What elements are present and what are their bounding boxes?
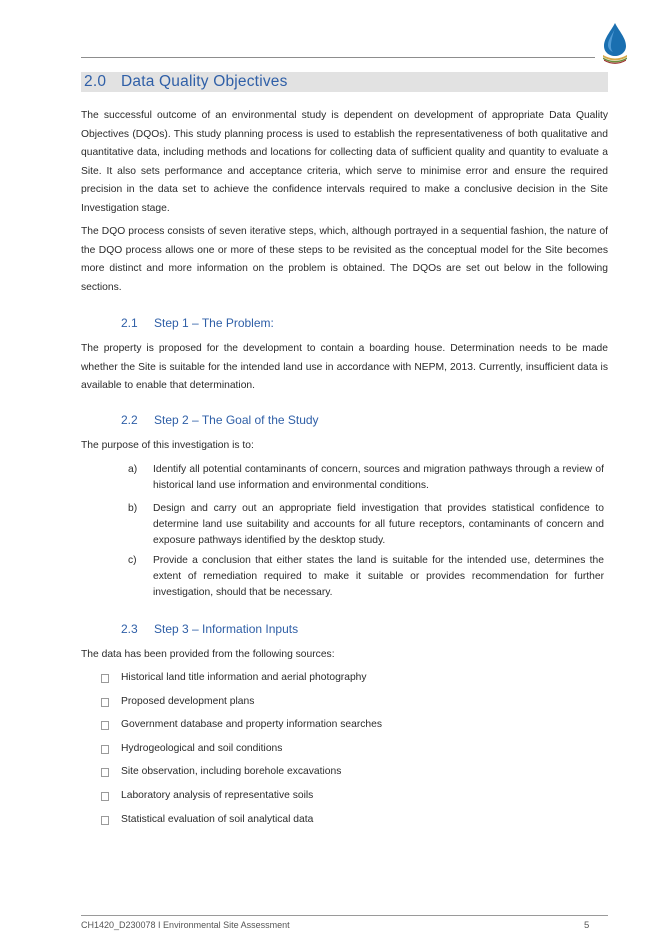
list-item — [81, 671, 608, 687]
square-bullet-icon — [101, 768, 109, 777]
footer-reference: CH1420_D230078 I Environmental Site Assessment — [81, 920, 290, 930]
list-item — [81, 695, 608, 711]
subsection-body: The data has been provided from the following sources: — [81, 649, 335, 660]
list-item-text: Site observation, including borehole excavations — [121, 766, 342, 778]
list-marker: a) — [128, 464, 138, 475]
water-drop-logo-icon — [600, 22, 630, 64]
intro-paragraph-2: The DQO process consists of seven iterative steps, which, although portrayed in a sequential fashion, the nature of the DQO process allows one or more of these steps to be revisited as the conceptual model for the Site becomes more distinct and more information on the problem is obtained. The DQOs are set out below in the following sections. — [81, 226, 608, 293]
subsection-number: 2.3 — [121, 622, 138, 636]
list-item — [81, 813, 608, 829]
page-number: 5 — [584, 920, 590, 931]
square-bullet-icon — [101, 792, 109, 801]
subsection-title: Step 3 – Information Inputs — [154, 622, 299, 636]
footer-rule — [81, 915, 608, 916]
list-item — [81, 742, 608, 758]
section-title-band — [81, 72, 608, 92]
list-item-text: Statistical evaluation of soil analytical data — [121, 813, 314, 825]
list-item-text: Historical land title information and aerial photography — [121, 672, 367, 683]
list-item-text: Government database and property information searches — [121, 719, 383, 731]
intro-paragraph-1: The successful outcome of an environmental study is dependent on development of appropriate Data Quality Objectives (DQOs). This study planning process is used to establish the representativeness of both qualitative and quantitative data, including methods and locations for collecting data of sufficient quality and quantity to evaluate a Site. It also sets performance and acceptance criteria, which serve to minimise error and ensure the required precision in the data set to achieve the confidence intervals required to make a conclusive decision in the Site Investigation stage. — [81, 110, 608, 214]
list-marker: b) — [128, 503, 138, 514]
list-item-text: Provide a conclusion that either states the land is suitable for the intended use, determines the extent of remediation required to make it suitable or provides recommendation for further investigation, should that be necessary. — [153, 555, 604, 598]
section-title: Data Quality Objectives — [121, 73, 288, 90]
square-bullet-icon — [101, 698, 109, 707]
subsection-number: 2.2 — [121, 413, 138, 427]
list-item-text: Design and carry out an appropriate field investigation that provides statistical confidence to determine land use suitability and accounts for all future receptors, contaminants of concern and exposure pathways identified by the desktop study. — [153, 503, 604, 546]
list-item-text: Proposed development plans — [121, 695, 255, 707]
list-item-text: Identify all potential contaminants of concern, sources and migration pathways through a review of historical land use information and environmental conditions. — [153, 464, 604, 491]
square-bullet-icon — [101, 745, 109, 754]
subsection-title: Step 2 – The Goal of the Study — [154, 413, 319, 427]
subsection-body: The purpose of this investigation is to: — [81, 440, 254, 451]
subsection-number: 2.1 — [121, 316, 138, 330]
section-number: 2.0 — [84, 73, 107, 90]
header-rule — [81, 57, 595, 58]
subsection-body: The property is proposed for the development to contain a boarding house. Determination needs to be made whether the Site is suitable for the intended land use in accordance with NEPM, 2013. Currently, insufficient data is available to enable that determination. — [81, 343, 608, 391]
list-item — [81, 765, 608, 781]
square-bullet-icon — [101, 674, 109, 683]
list-item-text: Laboratory analysis of representative soils — [121, 790, 314, 801]
list-marker: c) — [128, 555, 137, 566]
square-bullet-icon — [101, 721, 109, 730]
list-item — [81, 789, 608, 805]
subsection-title: Step 1 – The Problem: — [154, 316, 274, 330]
square-bullet-icon — [101, 816, 109, 825]
list-item — [81, 718, 608, 734]
list-item-text: Hydrogeological and soil conditions — [121, 742, 283, 754]
